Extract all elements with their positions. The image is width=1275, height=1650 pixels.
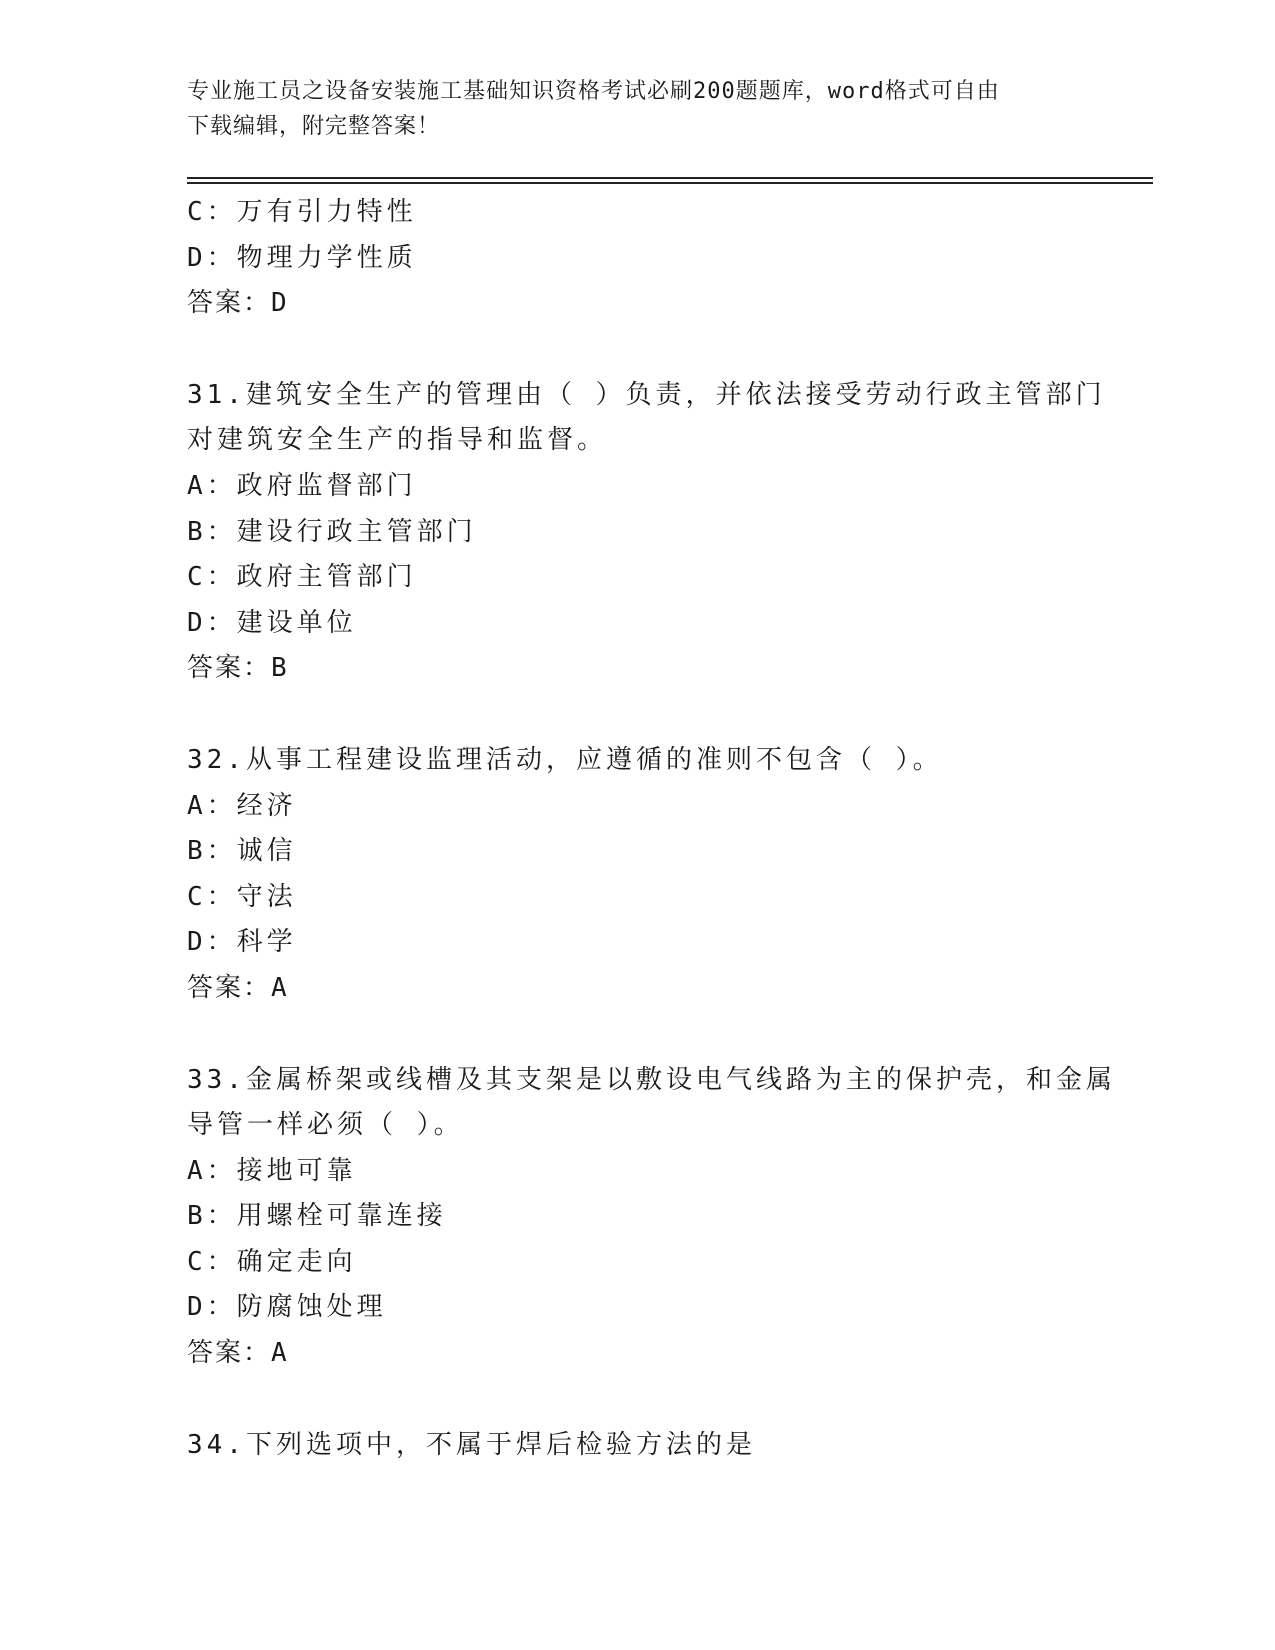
header-title-line-1: 专业施工员之设备安装施工基础知识资格考试必刷200题题库，word格式可自由 — [187, 79, 1000, 104]
answer: 答案：A — [187, 972, 289, 1003]
question-33 — [187, 1058, 1116, 1377]
answer: 答案：A — [187, 1338, 289, 1369]
spacer — [187, 1012, 1087, 1058]
option-a: A：接地可靠 — [187, 1155, 357, 1186]
document-header — [187, 74, 1087, 144]
question-stem-line-2: 对建筑安全生产的指导和监督。 — [187, 425, 608, 456]
header-divider-bottom — [187, 182, 1153, 184]
option-d: D：科学 — [187, 927, 297, 958]
header-divider-top — [187, 177, 1153, 179]
answer: 答案：B — [187, 653, 289, 684]
question-stem-line-1: 34.下列选项中，不属于焊后检验方法的是 — [187, 1429, 756, 1460]
option-b: B：用螺栓可靠连接 — [187, 1201, 447, 1232]
question-stem-line-1: 33.金属桥架或线槽及其支架是以敷设电气线路为主的保护壳，和金属 — [187, 1064, 1116, 1095]
question-stem-line-1: 32.从事工程建设监理活动，应遵循的准则不包含（ ）。 — [187, 744, 943, 775]
spacer — [187, 692, 1087, 738]
question-stem-line-1: 31.建筑安全生产的管理由（ ）负责，并依法接受劳动行政主管部门 — [187, 379, 1106, 410]
option-c: C：万有引力特性 — [187, 197, 417, 227]
question-30-continued — [187, 190, 1087, 327]
answer: 答案：D — [187, 288, 289, 319]
header-title-line-2: 下载编辑，附完整答案！ — [187, 114, 441, 139]
option-d: D：防腐蚀处理 — [187, 1292, 387, 1323]
question-31 — [187, 373, 1106, 692]
option-b: B：诚信 — [187, 836, 297, 867]
question-34 — [187, 1423, 1087, 1469]
question-32 — [187, 738, 1087, 1012]
option-b: B：建设行政主管部门 — [187, 516, 477, 547]
question-list — [187, 190, 1116, 1468]
option-a: A：经济 — [187, 790, 297, 821]
option-c: C：确定走向 — [187, 1246, 357, 1277]
option-d: D：物理力学性质 — [187, 242, 417, 273]
spacer — [187, 1377, 1087, 1423]
spacer — [187, 327, 1087, 373]
question-stem-line-2: 导管一样必须（ ）。 — [187, 1110, 464, 1141]
option-a: A：政府监督部门 — [187, 470, 417, 501]
option-c: C：守法 — [187, 881, 297, 912]
option-c: C：政府主管部门 — [187, 562, 417, 593]
option-d: D：建设单位 — [187, 607, 357, 638]
